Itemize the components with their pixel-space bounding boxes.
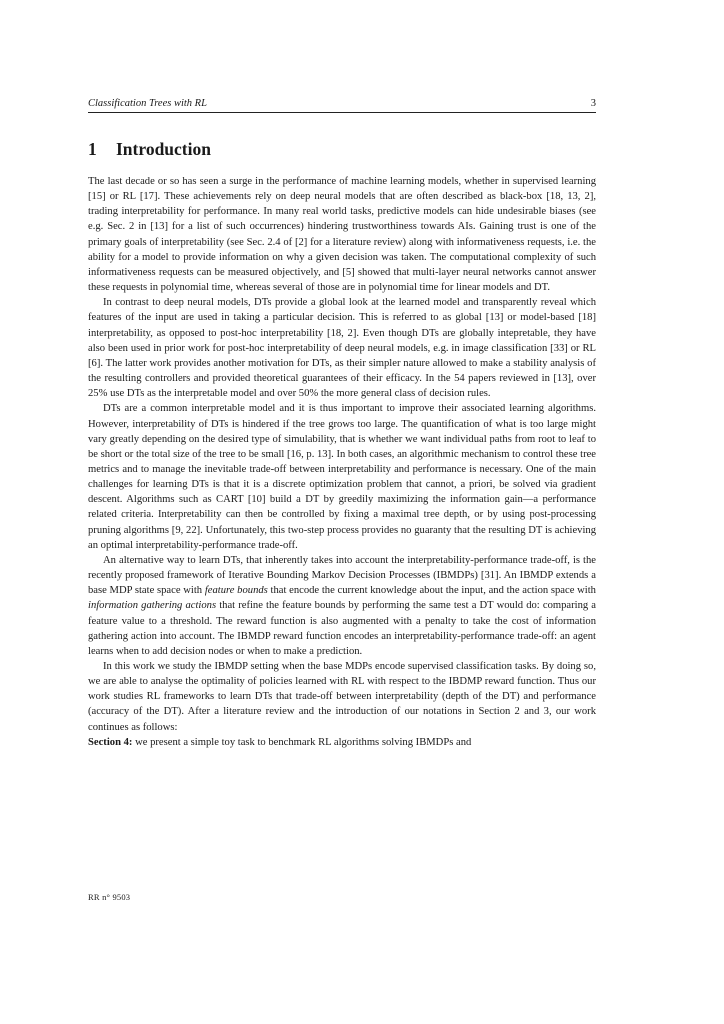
page-number: 3: [590, 98, 596, 109]
section-title: Introduction: [116, 139, 211, 159]
paper-page: [88, 98, 596, 750]
body-text: [88, 174, 596, 750]
section-heading: [88, 139, 596, 160]
section-4-text: we present a simple toy task to benchmark RL algorithms solving IBMDPs and: [132, 736, 472, 748]
paragraph-1: The last decade or so has seen a surge in the performance of machine learning models, whether in supervised learning [15] or RL [17]. These achievements rely on deep neural models that are often described as black-box [18, 13, 2], trading interpretability for performance. In many real world tasks, predictive models can hide undesirable biases (see e.g. Sec. 2 in [13] for a list of such occurrences) hindering trustworthiness towards AIs. Gaining trust is one of the primary goals of interpretability (see Sec. 2.4 of [2] for a literature review) along with informativeness requests, i.e. the ability for a model to provide information on why a given decision was taken. The computational complexity of such informativeness requests can be measured objectively, and [5] showed that multi-layer neural networks cannot answer these requests in polynomial time, whereas several of those are in polynomial time for linear models and DT.: [88, 176, 596, 294]
term-information-gathering-actions: information gathering actions: [88, 600, 217, 612]
paragraph-4: [88, 553, 596, 659]
paragraph-4-text-b: that encode the current knowledge about the input, and the action space with: [267, 585, 596, 597]
paragraph-3: DTs are a common interpretable model and it is thus important to improve their associated learning algorithms. However, interpretability of DTs is hindered if the tree grows too large. The quantification of what is too large might vary greatly depending on the desired type of simulability, that is whether we want individual paths from root to leaf to be short or the total size of the tree to be small [16, p. 13]. In both cases, an algorithmic mechanism to control these tree metrics and to manage the inevitable trade-off between interpretability and performance is necessary. One of the main challenges for learning DTs is that it is a discrete optimization problem that cannot, a priori, be solved via gradient descent. Algorithms such as CART [10] build a DT by greedily maximizing the information gain—a performance related criteria. Interpretability can then be controlled by fixing a maximal tree depth, or by using post-processing pruning algorithms [9, 22]. Unfortunately, this two-step process provides no guaranty that the resulting DT is achieving an optimal interpretability-performance trade-off.: [88, 403, 596, 551]
paragraph-4-text-c: that refine the feature bounds by performing the same test a DT would do: comparing a feature value to a threshold. The reward function is also augmented with a penalty to take the cost of information gathering action into account. The IBMDP reward function encodes an interpretability-performance trade-off: an agent learns when to add decision nodes or when to make a prediction.: [88, 600, 597, 657]
section-4-label: Section 4:: [88, 736, 133, 748]
running-header: [88, 98, 596, 113]
running-title: Classification Trees with RL: [88, 98, 207, 109]
paragraph-6: [88, 735, 596, 750]
footer-report-number: RR n° 9503: [88, 892, 131, 902]
section-number: 1: [88, 139, 97, 159]
paragraph-2: In contrast to deep neural models, DTs provide a global look at the learned model and transparently reveal which features of the input are used in taking a particular decision. This is referred to as global [13] or model-based [18] interpretability, as opposed to post-hoc interpretability [18, 2]. Even though DTs are globally intepretable, they have also been used in prior work for post-hoc interpretability of deep neural models, e.g. in image classification [33] or RL [6]. The latter work provides another motivation for DTs, as their simpler nature allowed to make a stability analysis of the resulting controllers and provided theoretical guarantees of their efficacy. In the 54 papers reviewed in [13], over 25% use DTs as the interpretable model and over 50% the more general class of decision rules.: [88, 297, 596, 400]
paragraph-5: In this work we study the IBMDP setting when the base MDPs encode supervised classification tasks. By doing so, we are able to analyse the optimality of policies learned with RL with respect to the IBDMP reward function. Thus our work studies RL frameworks to learn DTs that trade-off between interpretability (depth of the DT) and performance (accuracy of the DT). After a literature review and the introduction of our notations in Section 2 and 3, our work continues as follows:: [88, 661, 596, 733]
term-feature-bounds: feature bounds: [204, 585, 268, 597]
paragraph-4-text-a: An alternative way to learn DTs, that inherently takes into account the interpretability-performance trade-off, is the recently proposed framework of Iterative Bounding Markov Decision Processes (IBMDPs) [31]. An IBMDP extends a base MDP state space with: [88, 554, 596, 597]
